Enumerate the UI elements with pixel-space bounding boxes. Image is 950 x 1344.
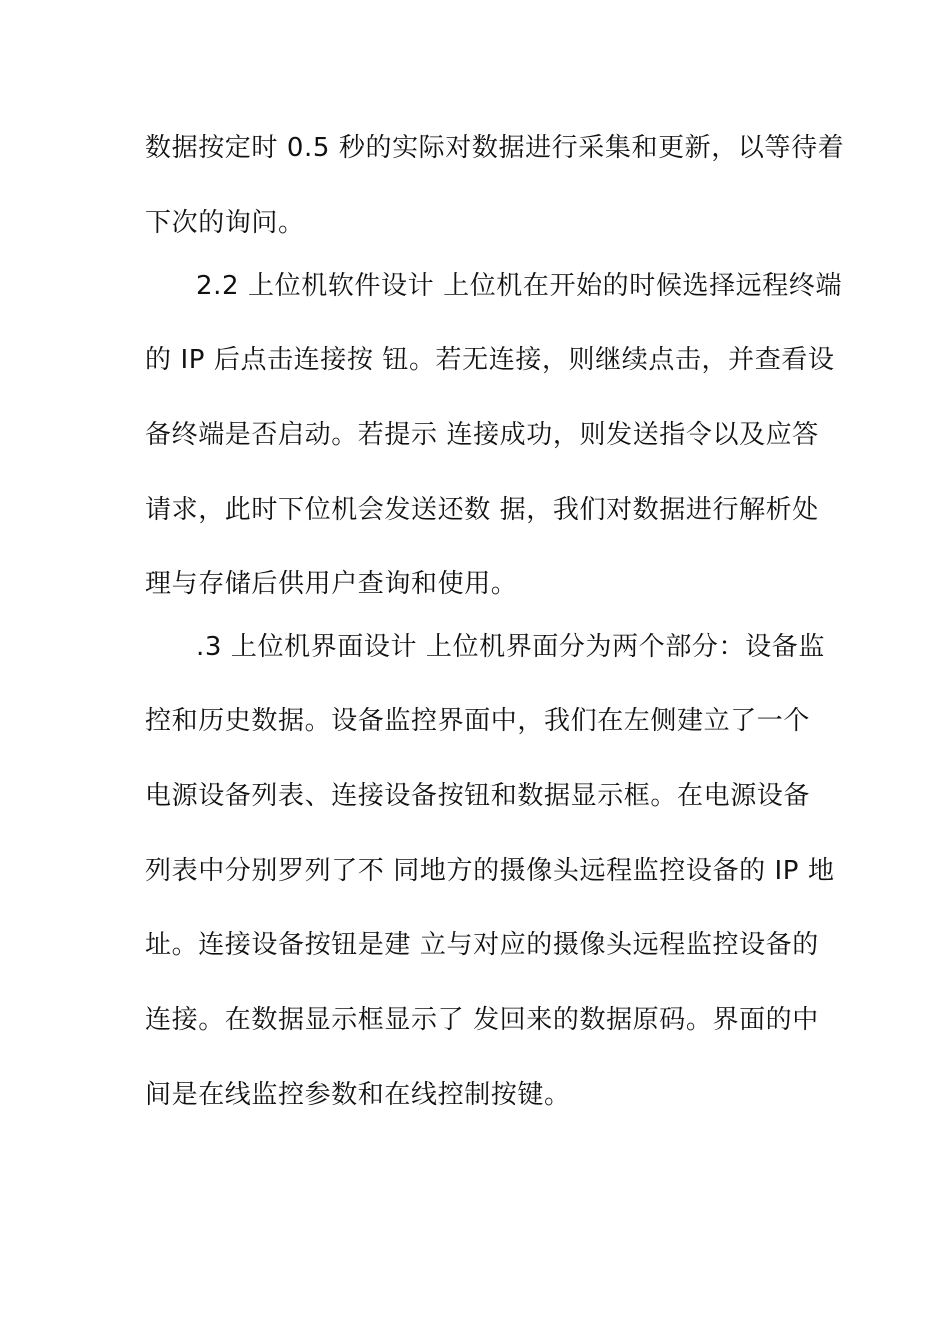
paragraph-line: 列表中分别罗列了不 同地方的摄像头远程监控设备的 IP 地	[145, 856, 835, 886]
paragraph-line: 连接。在数据显示框显示了 发回来的数据原码。界面的中	[145, 1005, 819, 1035]
section-heading-line: 2.2 上位机软件设计 上位机在开始的时候选择远程终端	[196, 271, 843, 301]
paragraph-line: 请求，此时下位机会发送还数 据，我们对数据进行解析处	[145, 495, 819, 525]
section-heading-line: .3 上位机界面设计 上位机界面分为两个部分：设备监	[196, 632, 825, 662]
paragraph-line: 备终端是否启动。若提示 连接成功，则发送指令以及应答	[145, 420, 819, 450]
paragraph-line: 数据按定时 0.5 秒的实际对数据进行采集和更新，以等待着	[145, 133, 845, 163]
paragraph-line: 电源设备列表、连接设备按钮和数据显示框。在电源设备	[145, 781, 811, 811]
paragraph-line: 间是在线监控参数和在线控制按键。	[145, 1080, 571, 1110]
paragraph-line: 下次的询问。	[145, 208, 305, 238]
paragraph-line: 理与存储后供用户查询和使用。	[145, 569, 518, 599]
paragraph-line: 的 IP 后点击连接按 钮。若无连接，则继续点击，并查看设	[145, 345, 835, 375]
paragraph-line: 址。连接设备按钮是建 立与对应的摄像头远程监控设备的	[145, 930, 819, 960]
paragraph-line: 控和历史数据。设备监控界面中，我们在左侧建立了一个	[145, 706, 811, 736]
